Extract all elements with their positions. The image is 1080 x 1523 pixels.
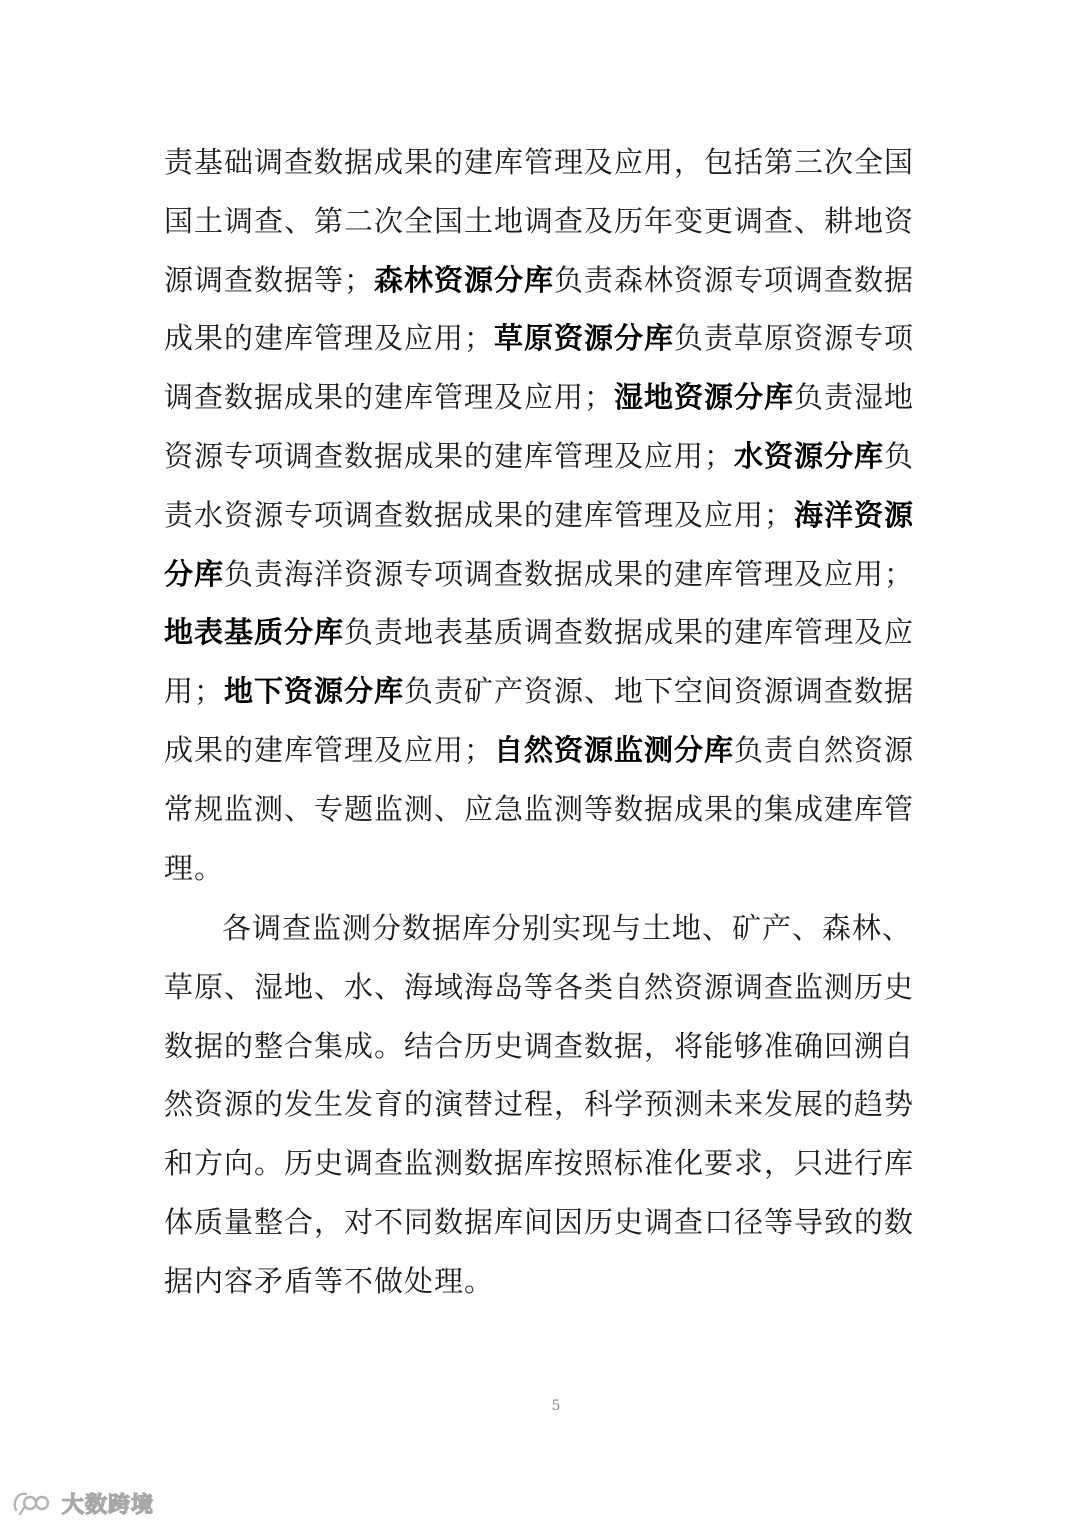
text-line [164, 133, 924, 192]
page-number: 5 [551, 1398, 561, 1414]
text-segment: 成果的建库管理及应用； [164, 321, 495, 356]
text-segment: 资源专项调查数据成果的建库管理及应用； [164, 438, 735, 473]
text-line: 和方向。历史调查监测数据库按照标准化要求，只进行库 [164, 1146, 915, 1181]
text-line [164, 368, 924, 427]
bold-term: 水资源分库 [734, 438, 885, 473]
bold-term: 地表基质分库 [164, 615, 345, 650]
text-segment: 理。 [164, 850, 225, 885]
text-segment: 成果的建库管理及应用； [164, 732, 495, 767]
paragraph-2 [164, 899, 924, 1311]
text-line [164, 309, 924, 368]
text-segment: 责水资源专项调查数据成果的建库管理及应用； [164, 497, 795, 532]
text-line [164, 721, 924, 780]
text-line: 草原、湿地、水、海域海岛等各类自然资源调查监测历史 [164, 969, 915, 1004]
bold-term: 湿地资源分库 [614, 380, 795, 415]
text-line [164, 545, 924, 604]
bold-term: 海洋资源 [794, 497, 915, 532]
text-segment: 负 [884, 438, 915, 473]
bold-term: 草原资源分库 [494, 321, 675, 356]
text-line: 据内容矛盾等不做处理。 [164, 1263, 495, 1298]
text-line: 然资源的发生发育的演替过程，科学预测未来发展的趋势 [164, 1087, 915, 1122]
text-segment: 源调查数据等； [164, 262, 375, 297]
text-segment: 负责湿地 [794, 380, 915, 415]
text-segment: 常规监测、专题监测、应急监测等数据成果的集成建库管 [164, 791, 915, 826]
text-line [164, 780, 924, 839]
watermark-text: 大数跨境 [62, 1492, 155, 1518]
text-line [164, 486, 924, 545]
bold-term: 森林资源分库 [374, 262, 555, 297]
text-line [164, 251, 924, 310]
watermark [10, 1486, 154, 1520]
text-line: 各调查监测分数据库分别实现与土地、矿产、森林、 [222, 911, 913, 945]
bold-term: 地下资源分库 [224, 674, 405, 709]
text-line: 体质量整合，对不同数据库间因历史调查口径等导致的数 [164, 1204, 915, 1239]
text-line [164, 192, 924, 251]
text-segment: 负责海洋资源专项调查数据成果的建库管理及应用； [224, 556, 915, 591]
watermark-logo-icon [10, 1488, 56, 1518]
text-segment: 调查数据成果的建库管理及应用； [164, 380, 615, 415]
text-line [164, 427, 924, 486]
paragraph-1 [164, 133, 924, 897]
text-segment: 负责地表基质调查数据成果的建库管理及应 [344, 615, 915, 650]
text-segment: 负责自然资源 [734, 732, 915, 767]
text-segment: 用； [164, 674, 225, 709]
text-line [164, 603, 924, 662]
text-line [164, 839, 924, 898]
bold-term: 自然资源监测分库 [494, 732, 735, 767]
text-segment: 负责森林资源专项调查数据 [554, 262, 915, 297]
text-line [164, 662, 924, 721]
text-segment: 国土调查、第二次全国土地调查及历年变更调查、耕地资 [164, 203, 915, 238]
text-segment: 负责草原资源专项 [674, 321, 915, 356]
text-segment: 负责矿产资源、地下空间资源调查数据 [404, 674, 915, 709]
text-segment: 责基础调查数据成果的建库管理及应用，包括第三次全国 [164, 145, 915, 179]
text-line: 数据的整合集成。结合历史调查数据，将能够准确回溯自 [164, 1028, 915, 1063]
bold-term: 分库 [164, 556, 225, 591]
